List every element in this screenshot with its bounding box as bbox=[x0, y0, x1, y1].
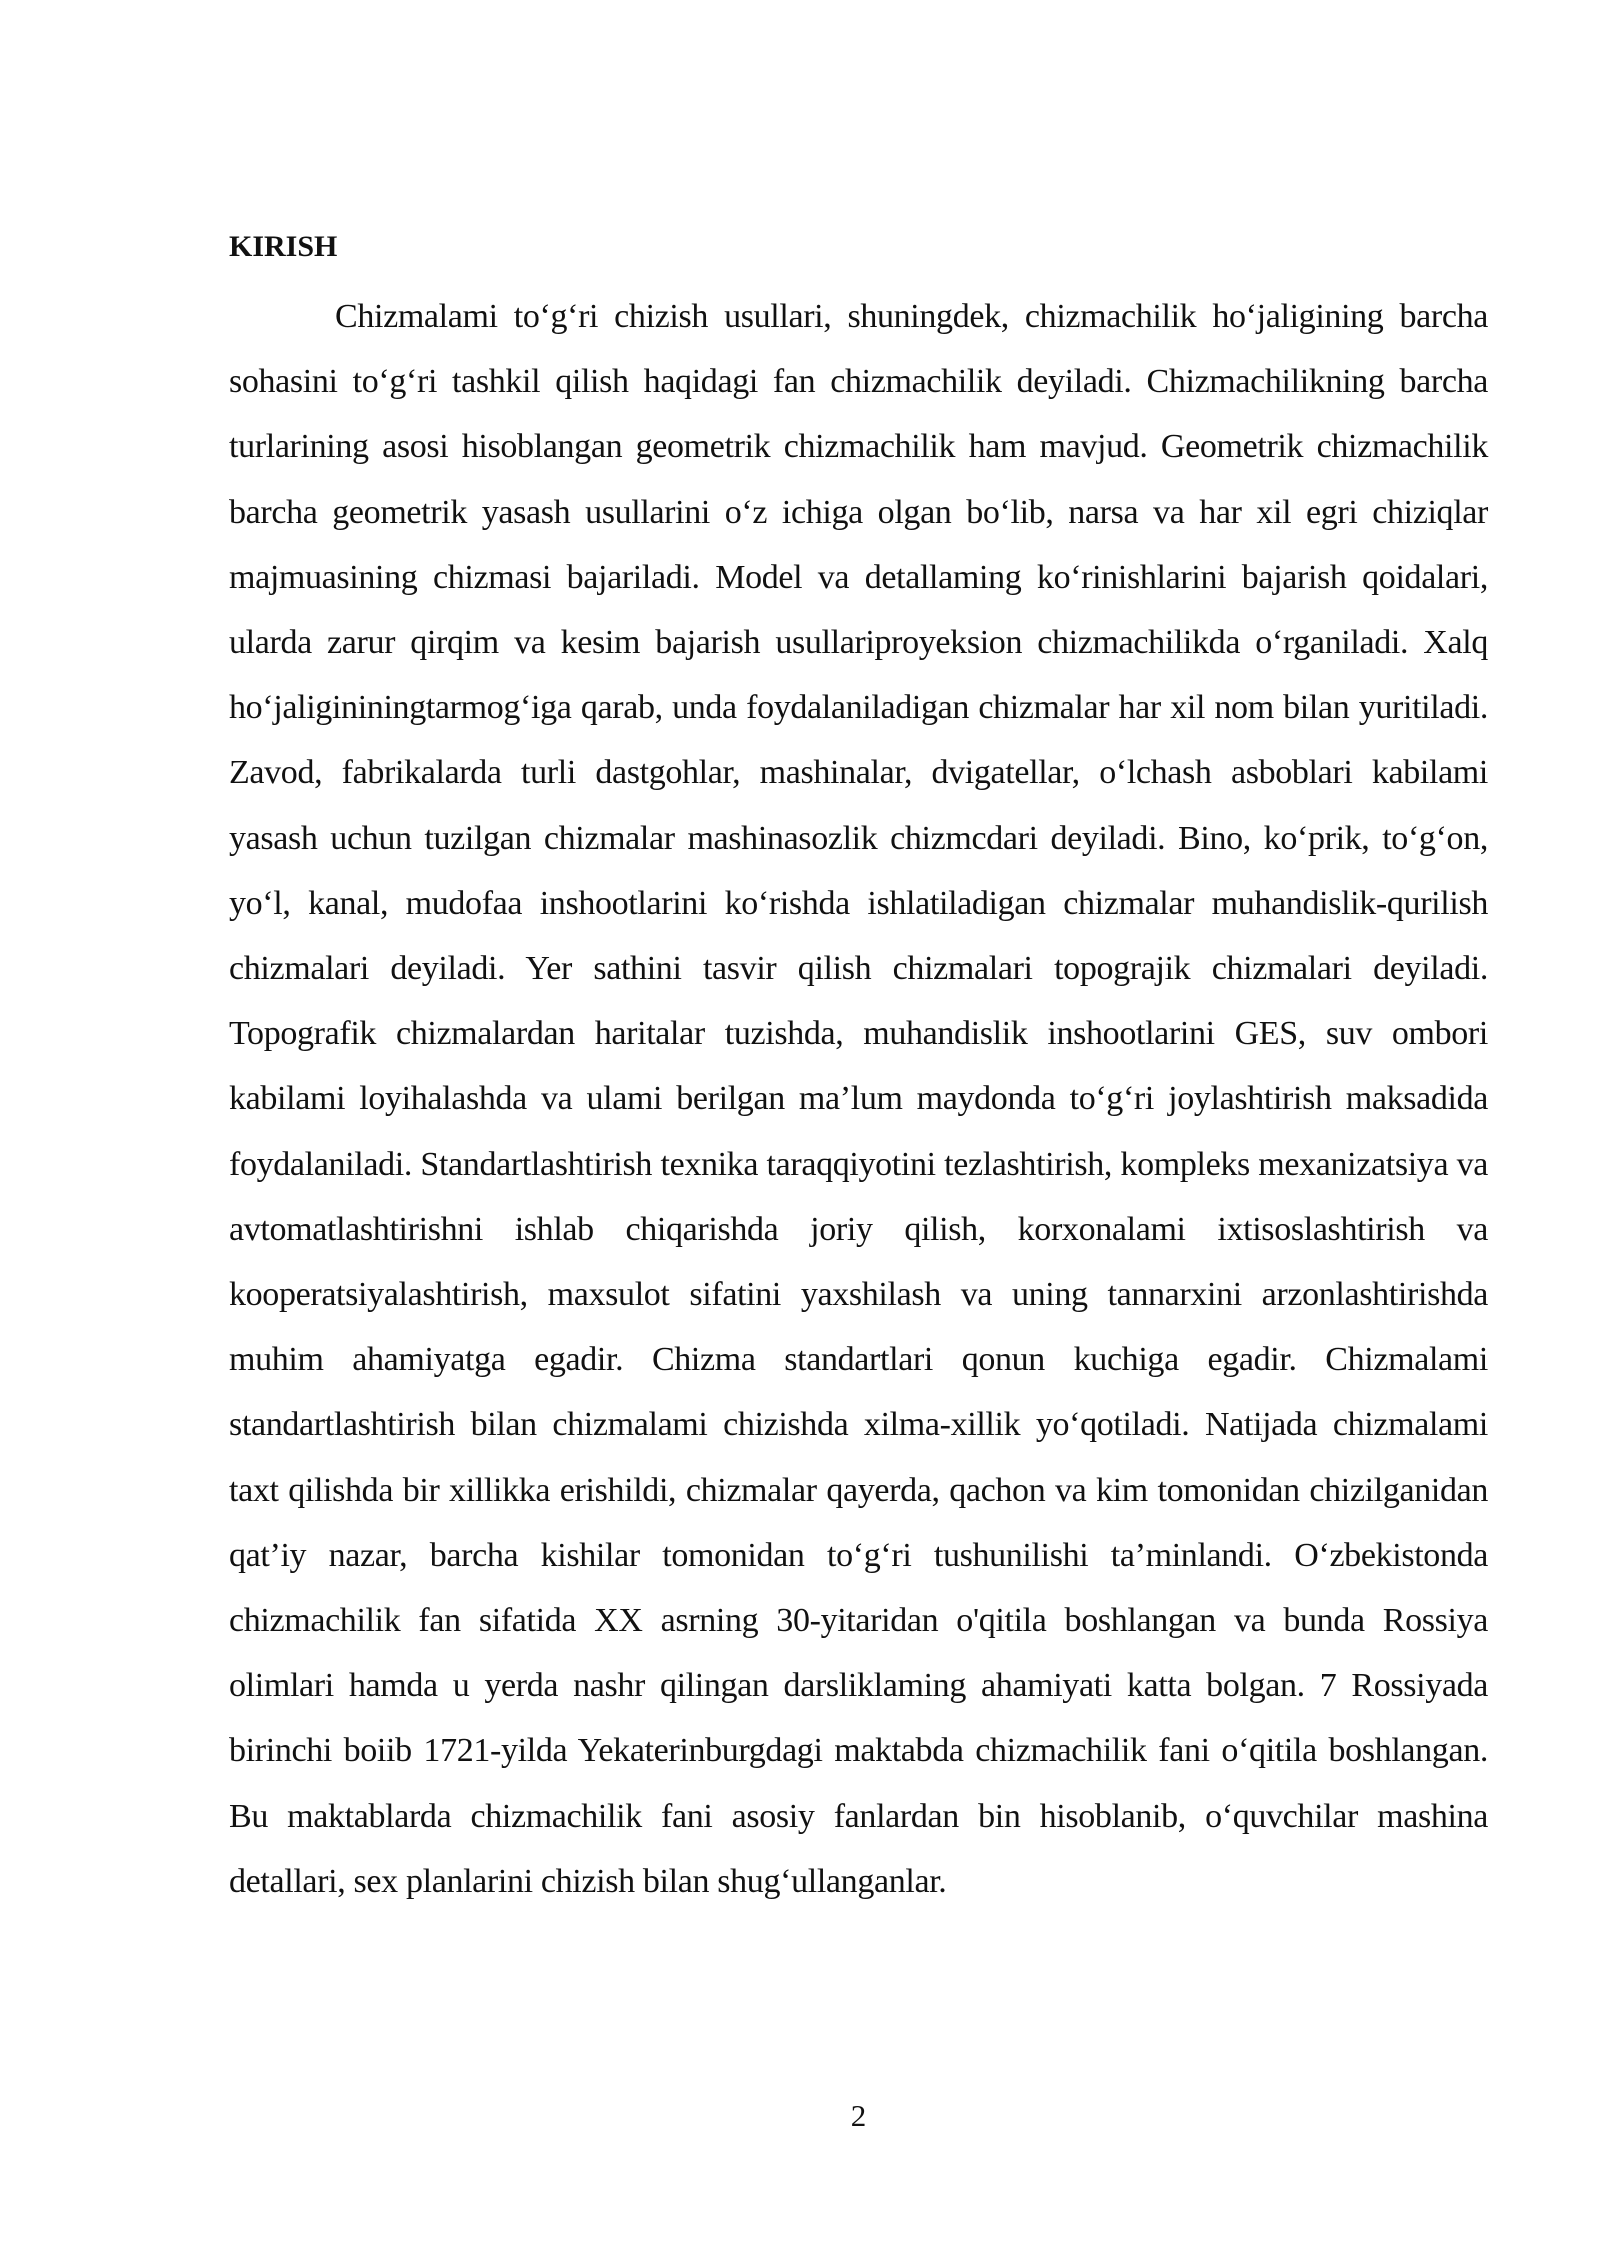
body-paragraph: Chizmalami to‘g‘ri chizish usullari, shuningdek, chizmachilik ho‘jaligining barcha sohasini to‘g‘ri tashkil qilish haqidagi fan chizmachilik deyiladi. Chizmachilikning barcha turlarining asosi hisoblangan geometrik chizmachilik ham mavjud. Geometrik chizmachilik barcha geometrik yasash usullarini o‘z ichiga olgan bo‘lib, narsa va har xil egri chiziqlar majmuasining chizmasi bajariladi. Model va detallaming ko‘rinishlarini bajarish qoidalari, ularda zarur qirqim va kesim bajarish usullariproyeksion chizmachilikda o‘rganiladi. Xalq ho‘jaligininingtarmog‘iga qarab, unda foydalaniladigan chizmalar har xil nom bilan yuritiladi. Zavod, fabrikalarda turli dastgohlar, mashinalar, dvigatellar, o‘lchash asboblari kabilami yasash uchun tuzilgan chizmalar mashinasozlik chizmcdari deyiladi. Bino, ko‘prik, to‘g‘on, yo‘l, kanal, mudofaa inshootlarini ko‘rishda ishlatiladigan chizmalar muhandislik-qurilish chizmalari deyiladi. Yer sathini tasvir qilish chizmalari topograjik chizmalari deyiladi. Topografik chizmalardan haritalar tuzishda, muhandislik inshootlarini GES, suv ombori kabilami loyihalashda va ulami berilgan ma’lum maydonda to‘g‘ri joylashtirish maksadida foydalaniladi. Standartlashtirish texnika taraqqiyotini tezlashtirish, kompleks mexanizatsiya va avtomatlashtirishni ishlab chiqarishda joriy qilish, korxonalami ixtisoslashtirish va kooperatsiyalashtirish, maxsulot sifatini yaxshilash va uning tannarxini arzonlashtirishda muhim ahamiyatga egadir. Chizma standartlari qonun kuchiga egadir. Chizmalami standartlashtirish bilan chizmalami chizishda xilma-xillik yo‘qotiladi. Natijada chizmalami taxt qilishda bir xillikka erishildi, chizmalar qayerda, qachon va kim tomonidan chizilganidan qat’iy nazar, barcha kishilar tomonidan to‘g‘ri tushunilishi ta’minlandi. O‘zbekistonda chizmachilik fan sifatida XX asrning 30-yitaridan o'qitila boshlangan va bunda Rossiya olimlari hamda u yerda nashr qilingan darsliklaming ahamiyati katta bolgan. 7 Rossiyada birinchi boiib 1721-yilda Yekaterinburgdagi maktabda chizmachilik fani o‘qitila boshlangan. Bu maktablarda chizmachilik fani asosiy fanlardan bin hisoblanib, o‘quvchilar mashina detallari, sex planlarini chizish bilan shug‘ullanganlar. bbox=[229, 298, 1488, 1900]
section-heading: KIRISH bbox=[229, 230, 338, 263]
page-number: 2 bbox=[850, 2098, 867, 2133]
